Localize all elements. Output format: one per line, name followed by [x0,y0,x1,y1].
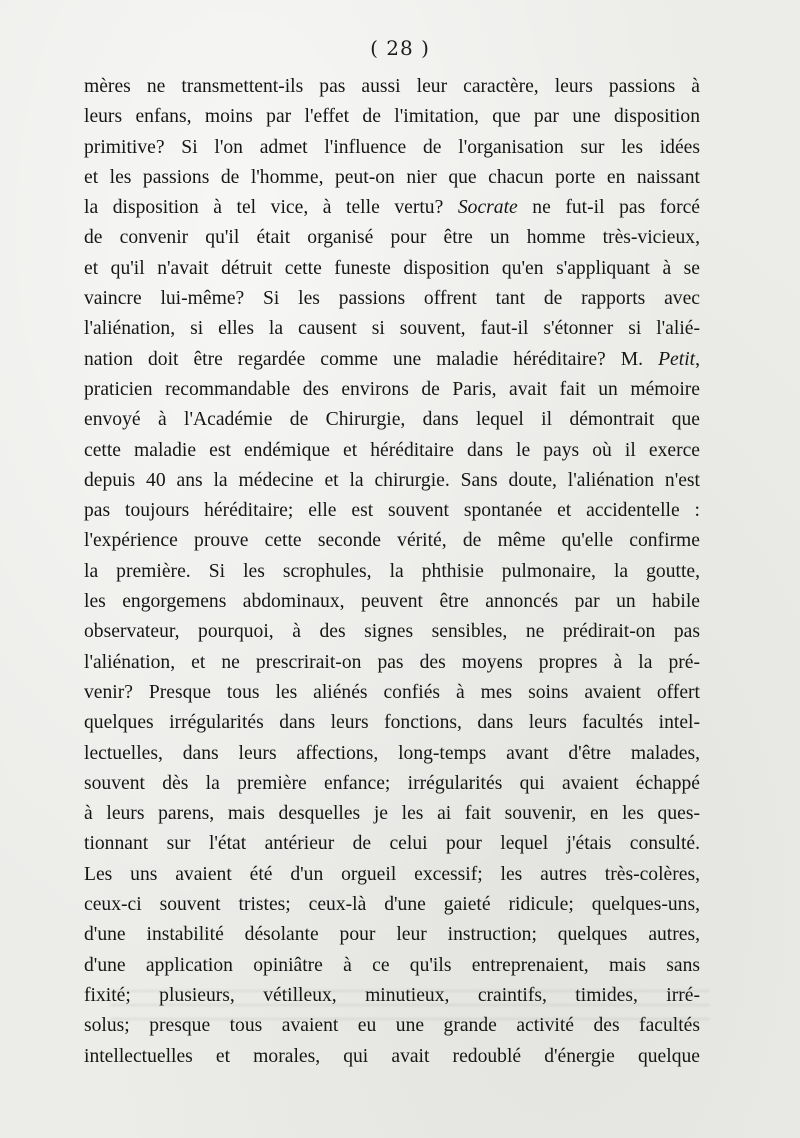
page-number: ( 28 ) [370,36,430,60]
text-line: observateur, pourquoi, à des signes sensibles, ne prédirait-on pas [84,621,700,643]
body-text [84,72,700,1072]
text-line: leurs enfans, moins par l'effet de l'imitation, que par une disposition [84,106,700,128]
text-line: intellectuelles et morales, qui avait redoublé d'énergie quelque [84,1045,700,1067]
text-line: venir? Presque tous les aliénés confiés à mes soins avaient offert [84,681,700,703]
text-line: praticien recommandable des environs de Paris, avait fait un mémoire [84,378,700,400]
text-line: l'aliénation, et ne prescrirait-on pas des moyens propres à la pré- [84,651,700,673]
text-line: primitive? Si l'on admet l'influence de l'organisation sur les idées [84,136,700,158]
text-line: souvent dès la première enfance; irrégularités qui avaient échappé [84,772,700,794]
text-line: Les uns avaient été d'un orgueil excessif; les autres très-colères, [84,863,700,885]
text-line: les engorgemens abdominaux, peuvent être annoncés par un habile [84,591,700,613]
text-line: mères ne transmettent-ils pas aussi leur caractère, leurs passions à [84,76,700,97]
text-line: envoyé à l'Académie de Chirurgie, dans lequel il démontrait que [84,409,700,431]
text-line: et les passions de l'homme, peut-on nier que chacun porte en naissant [84,166,700,188]
text-line: vaincre lui-même? Si les passions offrent tant de rapports avec [84,288,700,310]
text-line: l'expérience prouve cette seconde vérité, de même qu'elle confirme [84,530,700,552]
text-line: lectuelles, dans leurs affections, long-temps avant d'être malades, [84,742,700,764]
text-line: depuis 40 ans la médecine et la chirurgie. Sans doute, l'aliénation n'est [84,469,700,491]
text-line: pas toujours héréditaire; elle est souvent spontanée et accidentelle : [84,500,700,522]
text-line: l'aliénation, si elles la causent si souvent, faut-il s'étonner si l'alié- [84,318,700,340]
text-line: ceux-ci souvent tristes; ceux-là d'une gaieté ridicule; quelques-uns, [84,894,700,916]
text-line: quelques irrégularités dans leurs fonctions, dans leurs facultés intel- [84,712,700,734]
text-line: solus; presque tous avaient eu une grande activité des facultés [84,1015,700,1037]
text-line: cette maladie est endémique et héréditaire dans le pays où il exerce [84,439,700,461]
text-line: et qu'il n'avait détruit cette funeste disposition qu'en s'appliquant à se [84,257,700,279]
text-line: la première. Si les scrophules, la phthisie pulmonaire, la goutte, [84,560,700,582]
text-line: à leurs parens, mais desquelles je les ai fait souvenir, en les ques- [84,803,700,825]
text-line: d'une application opiniâtre à ce qu'ils entreprenaient, mais sans [84,954,700,976]
text-line: d'une instabilité désolante pour leur instruction; quelques autres, [84,924,700,946]
text-line: fixité; plusieurs, vétilleux, minutieux, craintifs, timides, irré- [84,984,700,1006]
text-line: nation doit être regardée comme une maladie héréditaire? M. Petit, [84,348,700,370]
text-line: la disposition à tel vice, à telle vertu? Socrate ne fut-il pas forcé [84,197,700,219]
text-line: de convenir qu'il était organisé pour être un homme très-vicieux, [84,227,700,249]
show-through-text [110,980,710,1020]
text-line: tionnant sur l'état antérieur de celui pour lequel j'étais consulté. [84,833,700,855]
